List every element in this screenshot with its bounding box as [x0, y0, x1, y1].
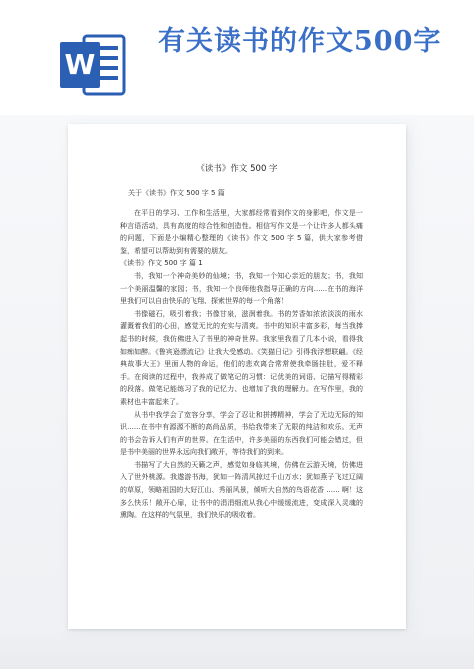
lead-line: 关于《读书》作文 500 字 5 篇	[128, 189, 225, 197]
word-icon	[58, 30, 128, 100]
body-paragraph: 书像磁石，吸引着我；书像甘泉，滋润着我。书的芳香如浓浓淡淡的雨水灌溉着我们的心田，感觉无比的充实与清爽。书中的知识丰富多彩，每当我捧起书的时候，我仿佛进入了书里的神奇世界。我家里我看了几本小说，看得我如痴如醉。《鲁宾逊漂流记》让我大受感动。《笑猫日记》引得我浮想联翩。《经典故事大王》里面人物的命运，他们的悲欢离合常常使我牵肠挂肚，爱不释手。在阅读的过程中，我养成了做笔记的习惯：记优美的词语、记描写得精彩的段落。做笔记能练习了我的记忆力、也增加了我的理解力。在写作里，我的素材也丰富起来了。	[120, 309, 363, 406]
header-banner	[0, 0, 474, 115]
section-heading: 《读书》作文 500 字 篇 1	[120, 259, 203, 268]
page-title: 《读书》作文 500 字	[196, 164, 278, 174]
doc-title: 有关读书的作文500字	[158, 26, 442, 57]
body-paragraph: 书描写了大自然的天籁之声，感觉如身临其境，仿佛在云游天境，仿佛进入了世外桃源。我遨游书海，犹如一阵清风掠过千山万水；犹如燕子飞过辽阔的草原，领略祖国的大好江山、秀丽风景，倾听大自然的鸟语花香 ...... 啊！这多么快乐！敞开心扉，让书中的涓涓细流从我心中缓缓流进，变成深入灵魂的熏陶。在这样的气氛里，我们快乐的吸收着。	[120, 460, 363, 520]
body-paragraph: 书，我知一个神奇美妙的仙境；书，我知一个知心亲近的朋友；书，我知一个美丽温馨的家园；书，我知一个良师他我指导正确的方向......在书的海洋里我们可以自由快乐的飞翔、探索世界的每一个角落！	[120, 271, 363, 306]
body-paragraph: 从书中我学会了宽容分享，学会了忍让和拼搏精神，学会了无边无际的知识......在书中有源源不断的高尚品质，书给我带来了无限的纯洁和欢乐。无声的书会告诉人们有声的世界。在生活中，许多美丽的东西我们可能会错过，但是书中美丽的世界永远向我们敞开，等待我们的到来。	[120, 410, 363, 457]
word-icon-letter: W	[64, 48, 96, 81]
intro-paragraph: 在平日的学习、工作和生活里，大家都经常看到作文的身影吧，作文是一种言语活动，具有高度的综合性和创造性。相信写作文是一个让许多人都头痛的问题，下面是小编精心整理的《读书》作文 500 字 5 篇，供大家参考借鉴，希望可以帮助到有需要的朋友。	[120, 209, 363, 255]
body-text	[120, 207, 363, 522]
document-page	[68, 124, 406, 629]
footer-fade	[0, 629, 474, 669]
